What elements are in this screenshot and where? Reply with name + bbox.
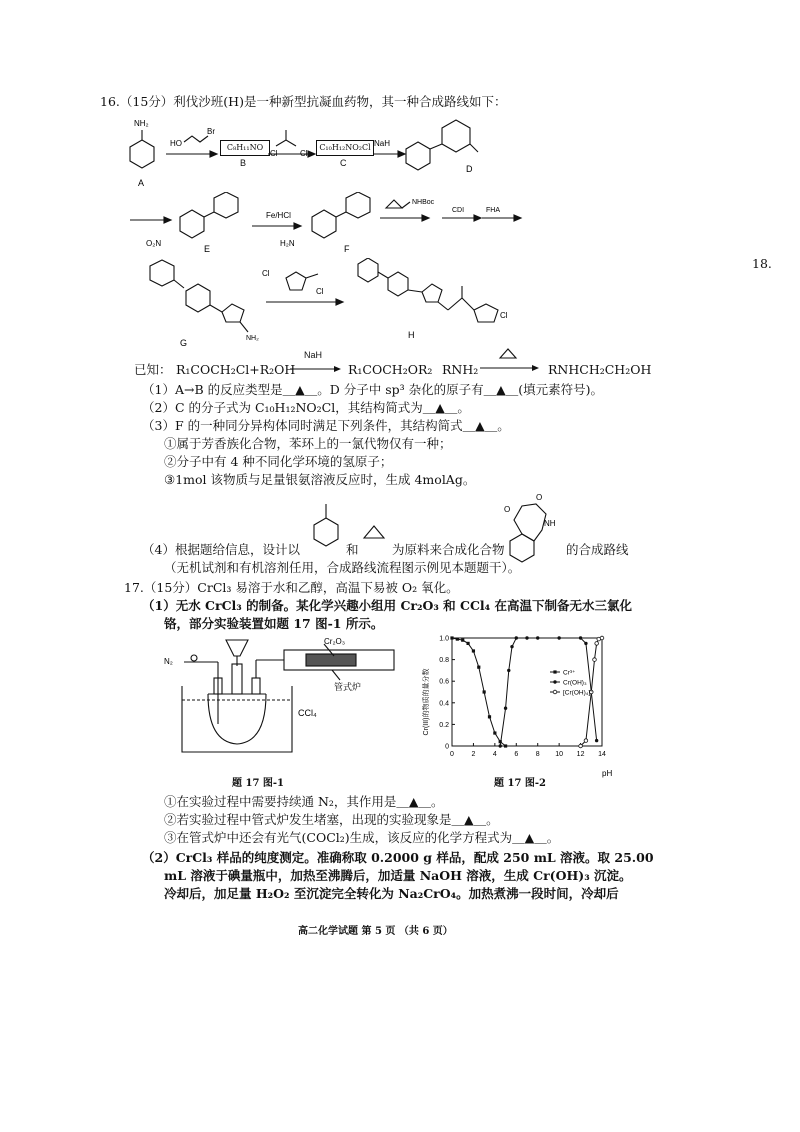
q16-condition-1: ①属于芳香族化合物，苯环上的一氯代物仅有一种； bbox=[164, 436, 452, 451]
q17-part-2a: （2）CrCl₃ 样品的纯度测定。准确称取 0.2000 g 样品，配成 250 mL 溶液。取 25.00 bbox=[142, 850, 654, 865]
chart-point bbox=[504, 707, 507, 710]
known-reagent-nah: NaH bbox=[304, 350, 323, 360]
chart-point bbox=[600, 636, 604, 640]
fig2-caption: 题 17 图-2 bbox=[494, 778, 546, 789]
label-cl-h: Cl bbox=[500, 311, 508, 320]
chart-legend-marker bbox=[553, 680, 556, 683]
chart-legend-marker bbox=[553, 690, 557, 694]
morpholinone-ring-D bbox=[442, 120, 470, 152]
chart-point bbox=[472, 649, 475, 652]
q16-part-4c: 为原料来合成化合物 bbox=[392, 542, 505, 557]
arrow-known-1 bbox=[290, 364, 342, 374]
chart-x-tick-label: 2 bbox=[471, 751, 476, 758]
label-cr2o3: Cr₂O₃ bbox=[324, 637, 346, 646]
furnace-heating-zone bbox=[306, 654, 356, 666]
benzene-ring-G bbox=[186, 284, 210, 312]
q17-intro: 17.（15分）CrCl₃ 易溶于水和乙醇，高温下易被 O₂ 氧化。 bbox=[124, 580, 459, 595]
chart-x-tick-label: 14 bbox=[598, 751, 606, 758]
label-br: Br bbox=[207, 127, 215, 136]
chart-point bbox=[579, 636, 582, 639]
chart-y-tick-label: 0.4 bbox=[439, 700, 449, 708]
chart-point bbox=[477, 666, 480, 669]
chart-point bbox=[557, 636, 560, 639]
chart-y-axis-label: Cr(III)的物质的量分数 bbox=[423, 668, 430, 736]
chart-y-tick-label: 0 bbox=[445, 743, 449, 751]
q16-condition-2: ②分子中有 4 种不同化学环境的氢原子； bbox=[164, 454, 393, 469]
chart-point bbox=[461, 639, 464, 642]
q17-part-1b: 铬，部分实验装置如题 17 图-1 所示。 bbox=[164, 616, 384, 631]
chart-point bbox=[595, 642, 599, 646]
q17-sub-2: ②若实验过程中管式炉发生堵塞，出现的实验现象是＿▲＿。 bbox=[164, 812, 499, 827]
chart-x-tick-label: 4 bbox=[492, 751, 497, 758]
chart-y-tick-label: 0.6 bbox=[439, 678, 449, 686]
chart-point bbox=[499, 744, 502, 747]
label-F: F bbox=[344, 244, 350, 254]
chart-point bbox=[466, 642, 469, 645]
q17-part-2c: 冷却后，加足量 H₂O₂ 至沉淀完全转化为 Na₂CrO₄。加热煮沸一段时间，冷却后 bbox=[164, 886, 619, 901]
fig1-caption: 题 17 图-1 bbox=[232, 778, 284, 789]
label-cl-1: Cl bbox=[270, 149, 278, 158]
scheme-row-3 bbox=[136, 258, 596, 350]
chart-legend-label: [Cr(OH)₄]⁻ bbox=[563, 689, 594, 697]
label-cl-acyl: Cl bbox=[316, 287, 324, 296]
epoxide-icon bbox=[364, 526, 384, 538]
label-cl-2: Cl bbox=[300, 149, 308, 158]
oxazolidinone-ring-H bbox=[422, 284, 442, 302]
known-reaction-1-reactants: R₁COCH₂Cl+R₂OH bbox=[176, 362, 296, 377]
three-neck-flask bbox=[208, 694, 266, 744]
chart-x-tick-label: 0 bbox=[450, 751, 454, 758]
label-ccl4: CCl₄ bbox=[298, 708, 317, 718]
known-prefix: 已知： bbox=[134, 362, 172, 377]
benzene-ring-E bbox=[180, 210, 204, 238]
chart-point bbox=[584, 642, 587, 645]
oxazolidinone-ring-G bbox=[222, 304, 244, 322]
q17-sub-1: ①在实验过程中需要持续通 N₂，其作用是＿▲＿。 bbox=[164, 794, 444, 809]
chart-point bbox=[536, 636, 539, 639]
label-D: D bbox=[466, 164, 473, 174]
label-ho: HO bbox=[170, 139, 182, 148]
benzene-ring-F bbox=[312, 210, 336, 238]
chart-legend-marker bbox=[553, 670, 556, 673]
chart-legend-label: Cr³⁺ bbox=[563, 669, 576, 677]
q17-sub-3: ③在管式炉中还会有光气(COCl₂)生成，该反应的化学方程式为＿▲＿。 bbox=[164, 830, 560, 845]
q17-part-1a: （1）无水 CrCl₃ 的制备。某化学兴趣小组用 Cr₂O₃ 和 CCl₄ 在高温下制备无水三氯化 bbox=[142, 598, 633, 613]
q16-part-4d: 的合成路线 bbox=[566, 542, 629, 557]
chart-x-tick-label: 12 bbox=[576, 751, 585, 758]
chart-series-line bbox=[452, 638, 506, 746]
thiophene-ring-H bbox=[474, 304, 498, 322]
chart-point bbox=[593, 658, 597, 662]
chart-point bbox=[579, 744, 583, 748]
q16-part-4e: （无机试剂和有机溶剂任用，合成路线流程图示例见本题题干）。 bbox=[164, 560, 521, 575]
q16-intro: 16.（15分）利伐沙班(H)是一种新型抗凝血药物，其一种合成路线如下： bbox=[100, 94, 507, 109]
label-E: E bbox=[204, 244, 211, 254]
q17-part-2b: mL 溶液于碘量瓶中，加热至沸腾后，加适量 NaOH 溶液，生成 Cr(OH)₃ 沉淀。 bbox=[164, 868, 632, 883]
chart-point bbox=[595, 739, 598, 742]
label-C: C bbox=[340, 158, 347, 168]
label-B: B bbox=[240, 158, 247, 168]
chart-x-tick-label: 10 bbox=[555, 751, 564, 758]
chart-point bbox=[450, 636, 453, 639]
benzene-ring-D bbox=[406, 142, 430, 170]
water-bath bbox=[182, 686, 292, 752]
box-C: C₁₀H₁₂NO₂Cl bbox=[316, 140, 374, 156]
label-nh-ring: NH bbox=[544, 519, 556, 528]
chart-x-axis-label: pH bbox=[602, 769, 613, 778]
label-H: H bbox=[408, 330, 415, 340]
apparatus-figure bbox=[164, 634, 404, 762]
toluene-ring bbox=[314, 518, 338, 546]
label-nhboc: NHBoc bbox=[412, 199, 435, 206]
label-tube-furnace: 管式炉 bbox=[334, 682, 362, 692]
label-nah: NaH bbox=[374, 139, 391, 148]
known-reaction-1-product: R₁COCH₂OR₂ bbox=[348, 362, 433, 377]
label-cdi: CDI bbox=[452, 207, 465, 214]
label-h2n: H₂N bbox=[280, 239, 295, 248]
label-G: G bbox=[180, 338, 188, 348]
label-A: A bbox=[138, 178, 145, 188]
scheme-row-1 bbox=[120, 112, 640, 192]
chart-point bbox=[504, 744, 507, 747]
chart-point bbox=[488, 715, 491, 718]
label-nh2: NH₂ bbox=[134, 119, 149, 128]
scheme-row-2 bbox=[130, 192, 550, 256]
epoxide-icon bbox=[386, 200, 402, 208]
label-o-ring: O bbox=[536, 493, 543, 502]
q16-part-4b: 和 bbox=[346, 542, 359, 557]
page-footer: 高二化学试题 第 5 页 （共 6 页） bbox=[298, 926, 453, 937]
chart-y-tick-label: 0.2 bbox=[439, 721, 449, 729]
valve-icon bbox=[191, 655, 197, 661]
chart-point bbox=[507, 669, 510, 672]
label-fha: FHA bbox=[486, 207, 500, 214]
chart-y-tick-label: 1.0 bbox=[439, 635, 449, 643]
benzene-ring-A bbox=[130, 140, 154, 168]
label-cl-thiophene: Cl bbox=[262, 269, 270, 278]
dropping-funnel bbox=[226, 640, 248, 656]
morpholinone-ring-E bbox=[214, 192, 238, 218]
q16-part-2: （2）C 的分子式为 C₁₀H₁₂NO₂Cl，其结构简式为＿▲＿。 bbox=[142, 400, 470, 415]
q16-part-3: （3）F 的一种同分异构体同时满足下列条件，其结构简式＿▲＿。 bbox=[142, 418, 510, 433]
chart-x-tick-label: 8 bbox=[535, 751, 540, 758]
chart-x-tick-label: 6 bbox=[514, 751, 519, 758]
morpholinone-ring-F bbox=[346, 192, 370, 218]
label-n2: N₂ bbox=[164, 657, 173, 666]
label-fe-hcl: Fe/HCl bbox=[266, 211, 291, 220]
chart-y-tick-label: 0.8 bbox=[439, 657, 449, 665]
morpholinone-ring-H bbox=[358, 258, 378, 282]
label-o-carbonyl: O bbox=[504, 505, 511, 514]
benzene-ring-H bbox=[388, 272, 408, 296]
epoxide-icon bbox=[500, 349, 516, 358]
morpholinone-ring-G bbox=[150, 260, 174, 286]
thiophene-ring-reagent bbox=[286, 272, 306, 290]
chart-legend-label: Cr(OH)₃ bbox=[563, 679, 587, 687]
benzoxazepinone-benzene bbox=[510, 534, 534, 562]
chart-point bbox=[510, 645, 513, 648]
chart-point bbox=[584, 739, 588, 743]
label-nh2-g: NH₂ bbox=[246, 335, 259, 342]
chart-point bbox=[483, 690, 486, 693]
known-reaction-2-product: RNHCH₂CH₂OH bbox=[548, 362, 652, 377]
next-question-number: 18. bbox=[752, 256, 772, 271]
chart-point bbox=[515, 636, 518, 639]
chart-point bbox=[493, 731, 496, 734]
label-o2n: O₂N bbox=[146, 239, 162, 248]
speciation-chart bbox=[418, 630, 618, 780]
chart-point bbox=[525, 636, 528, 639]
q16-condition-3: ③1mol 该物质与足量银氨溶液反应时，生成 4molAg。 bbox=[164, 472, 476, 487]
arrow-known-2 bbox=[480, 344, 540, 374]
known-reaction-2-reactant: RNH₂ bbox=[442, 362, 479, 377]
box-B: C₈H₁₁NO bbox=[220, 140, 270, 156]
q16-part-4a: （4）根据题给信息，设计以 bbox=[142, 542, 300, 557]
q16-part-1: （1）A→B 的反应类型是＿▲＿。D 分子中 sp³ 杂化的原子有＿▲＿(填元素符号)。 bbox=[142, 382, 603, 397]
chart-point bbox=[456, 637, 459, 640]
